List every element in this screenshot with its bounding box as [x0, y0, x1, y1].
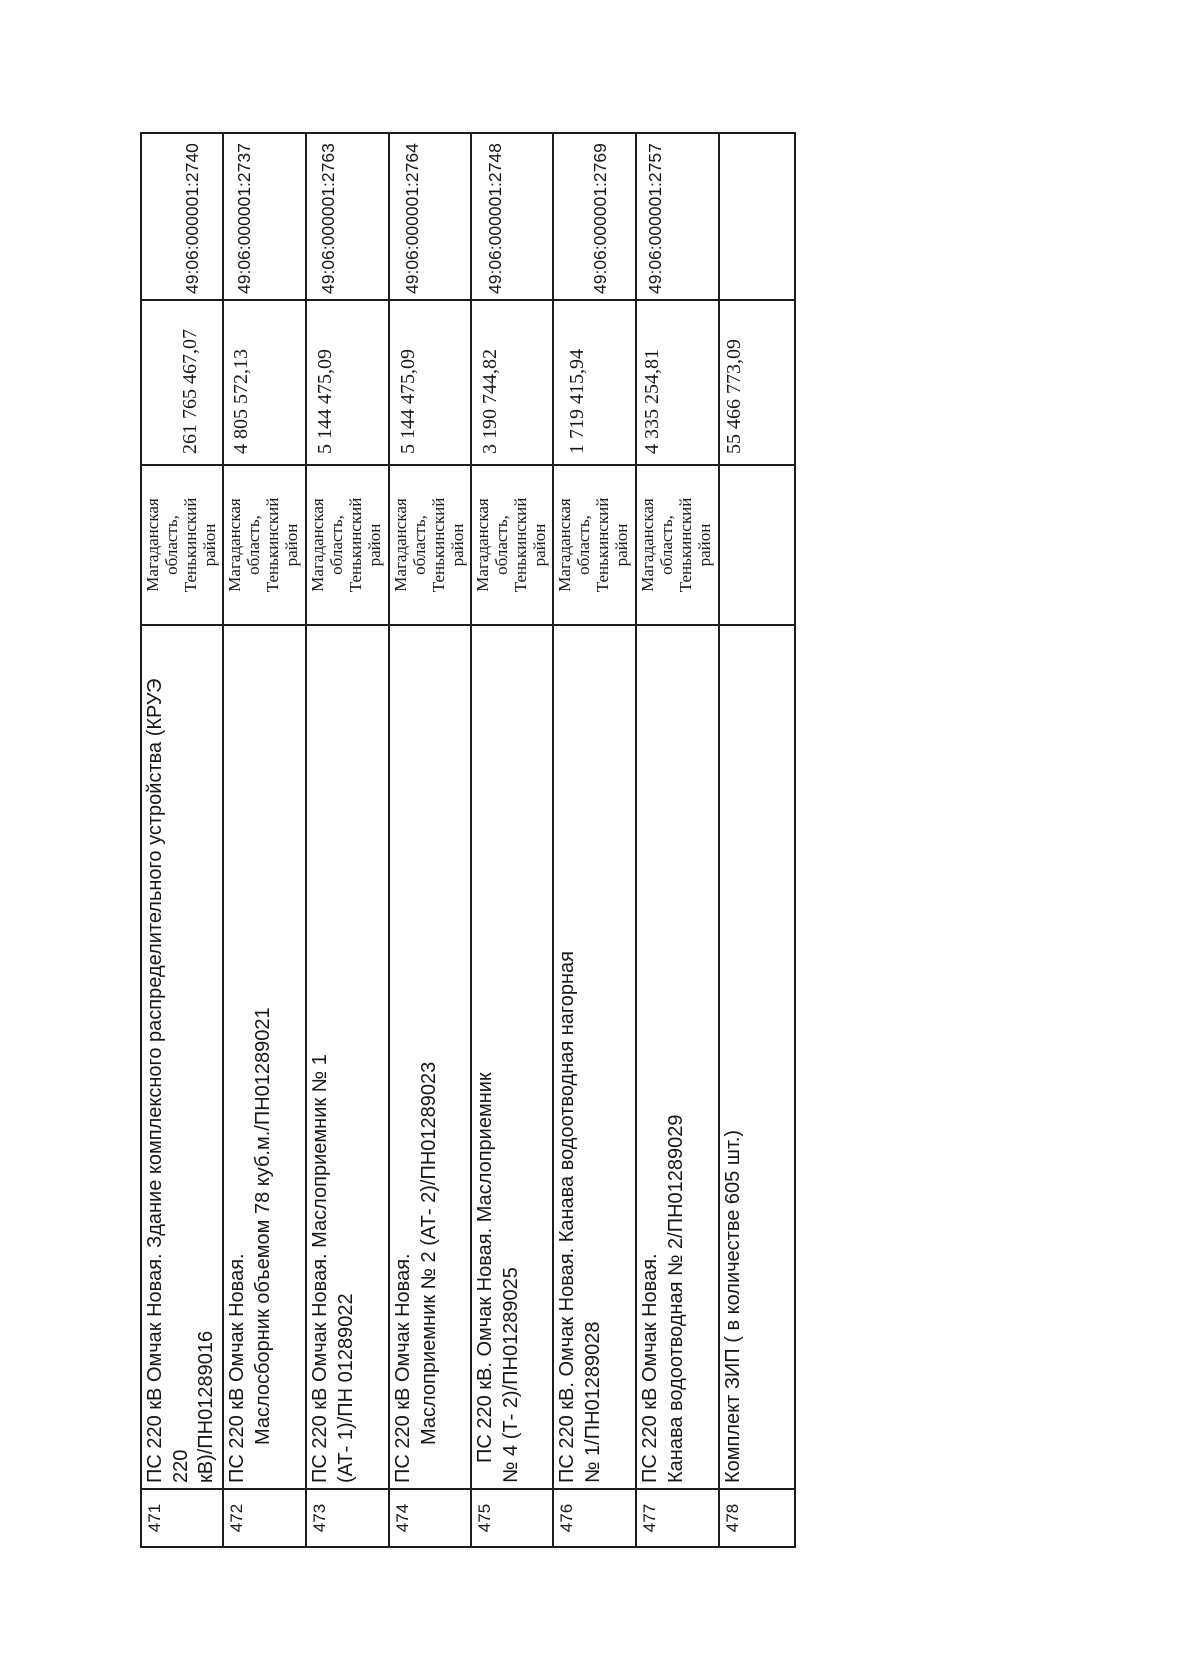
- description-line: ПС 220 кВ. Омчак Новая. Маслоприемник: [474, 1072, 496, 1463]
- location-line: Магаданская: [391, 498, 410, 592]
- cadastral-cell: [390, 134, 470, 299]
- description-cell: [472, 626, 552, 1488]
- description-cell: [224, 626, 305, 1488]
- description-line: ПС 220 кВ Омчак Новая. Маслоприемник № 1: [309, 1054, 331, 1483]
- table-row: [224, 134, 305, 1546]
- description-cell: [307, 626, 388, 1488]
- description-line: ПС 220 кВ Омчак Новая.: [639, 1253, 661, 1483]
- table-row: [390, 134, 470, 1546]
- cadastral-cell: [554, 134, 635, 299]
- value-text: 1 719 415,94: [566, 349, 588, 454]
- description-line: Маслоприемник № 2 (АТ- 2)/ПН01289023: [417, 1061, 440, 1445]
- cadastral-cell: [472, 134, 552, 299]
- description-line: ПС 220 кВ Омчак Новая. Здание комплексного распределительного устройства (КРУЭ: [144, 678, 166, 1483]
- description-line: Маслосборник объемом 78 куб.м./ПН01289021: [251, 1007, 274, 1445]
- location-line: район: [282, 523, 301, 567]
- cadastral-number: 49:06:000001:2740: [182, 143, 202, 294]
- row-number: 473: [307, 1490, 388, 1546]
- cadastral-number: 49:06:000001:2763: [318, 143, 338, 294]
- location-line: Тенькинский: [676, 497, 695, 593]
- description-line: Канава водоотводная № 2/ПН01289029: [664, 1114, 687, 1483]
- description-cell: [142, 626, 222, 1488]
- cadastral-number: 49:06:000001:2764: [402, 143, 422, 294]
- location-line: Магаданская: [143, 498, 162, 592]
- cadastral-cell: [720, 134, 794, 299]
- table-row: [637, 134, 718, 1546]
- location-line: область,: [657, 515, 676, 575]
- table-row: [142, 134, 222, 1546]
- row-number: 471: [142, 1490, 222, 1546]
- row-number: 476: [554, 1490, 635, 1546]
- rotated-table-sheet: [140, 132, 796, 1548]
- cadastral-cell: [142, 134, 222, 299]
- value-text: 3 190 744,82: [479, 349, 501, 454]
- value-cell: [554, 301, 635, 464]
- value-cell: [390, 301, 470, 464]
- cadastral-number: 49:06:000001:2769: [590, 143, 610, 294]
- location-cell: [720, 466, 794, 624]
- value-cell: [637, 301, 718, 464]
- location-line: область,: [327, 515, 346, 575]
- location-cell: [307, 466, 388, 624]
- location-line: Магаданская: [638, 498, 657, 592]
- value-text: 261 765 467,07: [179, 329, 201, 454]
- description-line: (АТ- 1)/ПН 01289022: [334, 1293, 357, 1483]
- cadastral-number: 49:06:000001:2748: [485, 143, 505, 294]
- cadastral-cell: [224, 134, 305, 299]
- value-cell: [472, 301, 552, 464]
- location-line: Тенькинский: [429, 497, 448, 593]
- location-line: район: [530, 523, 549, 567]
- location-line: Тенькинский: [263, 497, 282, 593]
- cadastral-cell: [637, 134, 718, 299]
- description-cell: [637, 626, 718, 1488]
- description-line: ПС 220 кВ. Омчак Новая. Канава водоотводная нагорная: [556, 950, 578, 1483]
- location-line: Магаданская: [308, 498, 327, 592]
- cadastral-cell: [307, 134, 388, 299]
- value-text: 55 466 773,09: [723, 339, 745, 454]
- location-cell: [554, 466, 635, 624]
- description-line: кВ)/ПН01289016: [195, 1330, 217, 1483]
- value-cell: [142, 301, 222, 464]
- location-line: область,: [162, 515, 181, 575]
- value-text: 4 335 254,81: [641, 349, 663, 454]
- row-number: 475: [472, 1490, 552, 1546]
- location-line: Тенькинский: [346, 497, 365, 593]
- location-cell: [472, 466, 552, 624]
- cadastral-number: 49:06:000001:2757: [645, 143, 665, 294]
- location-line: Тенькинский: [593, 497, 612, 593]
- table-row: [307, 134, 388, 1546]
- location-line: Магаданская: [225, 498, 244, 592]
- value-text: 4 805 572,13: [230, 349, 252, 454]
- location-line: Магаданская: [555, 498, 574, 592]
- table-row: [554, 134, 635, 1546]
- location-line: район: [365, 523, 384, 567]
- description-line: № 1/ПН01289028: [581, 1321, 604, 1483]
- description-line: 220: [169, 1449, 192, 1483]
- location-line: область,: [574, 515, 593, 575]
- location-line: область,: [492, 515, 511, 575]
- description-line: Комплект ЗИП ( в количестве 605 шт.): [722, 1129, 744, 1483]
- description-cell: [554, 626, 635, 1488]
- location-line: Тенькинский: [181, 497, 200, 593]
- value-cell: [307, 301, 388, 464]
- location-cell: [390, 466, 470, 624]
- description-line: ПС 220 кВ Омчак Новая.: [392, 1253, 414, 1483]
- description-line: № 4 (Т- 2)/ПН01289025: [499, 1267, 522, 1483]
- value-text: 5 144 475,09: [397, 349, 419, 454]
- location-cell: [637, 466, 718, 624]
- row-number: 472: [224, 1490, 305, 1546]
- value-cell: [720, 301, 794, 464]
- row-number: 477: [637, 1490, 718, 1546]
- location-line: Тенькинский: [511, 497, 530, 593]
- row-number: 474: [390, 1490, 470, 1546]
- asset-table: [140, 132, 796, 1548]
- description-cell: [720, 626, 794, 1488]
- location-line: Магаданская: [473, 498, 492, 592]
- description-line: ПС 220 кВ Омчак Новая.: [226, 1253, 248, 1483]
- value-text: 5 144 475,09: [314, 349, 336, 454]
- row-number: 478: [720, 1490, 794, 1546]
- description-cell: [390, 626, 470, 1488]
- location-cell: [142, 466, 222, 624]
- location-line: район: [448, 523, 467, 567]
- cadastral-number: 49:06:000001:2737: [234, 143, 254, 294]
- location-cell: [224, 466, 305, 624]
- table-row: [720, 134, 794, 1546]
- location-line: район: [695, 523, 714, 567]
- value-cell: [224, 301, 305, 464]
- location-line: область,: [244, 515, 263, 575]
- location-line: район: [612, 523, 631, 567]
- location-line: область,: [410, 515, 429, 575]
- location-line: район: [200, 523, 219, 567]
- table-row: [472, 134, 552, 1546]
